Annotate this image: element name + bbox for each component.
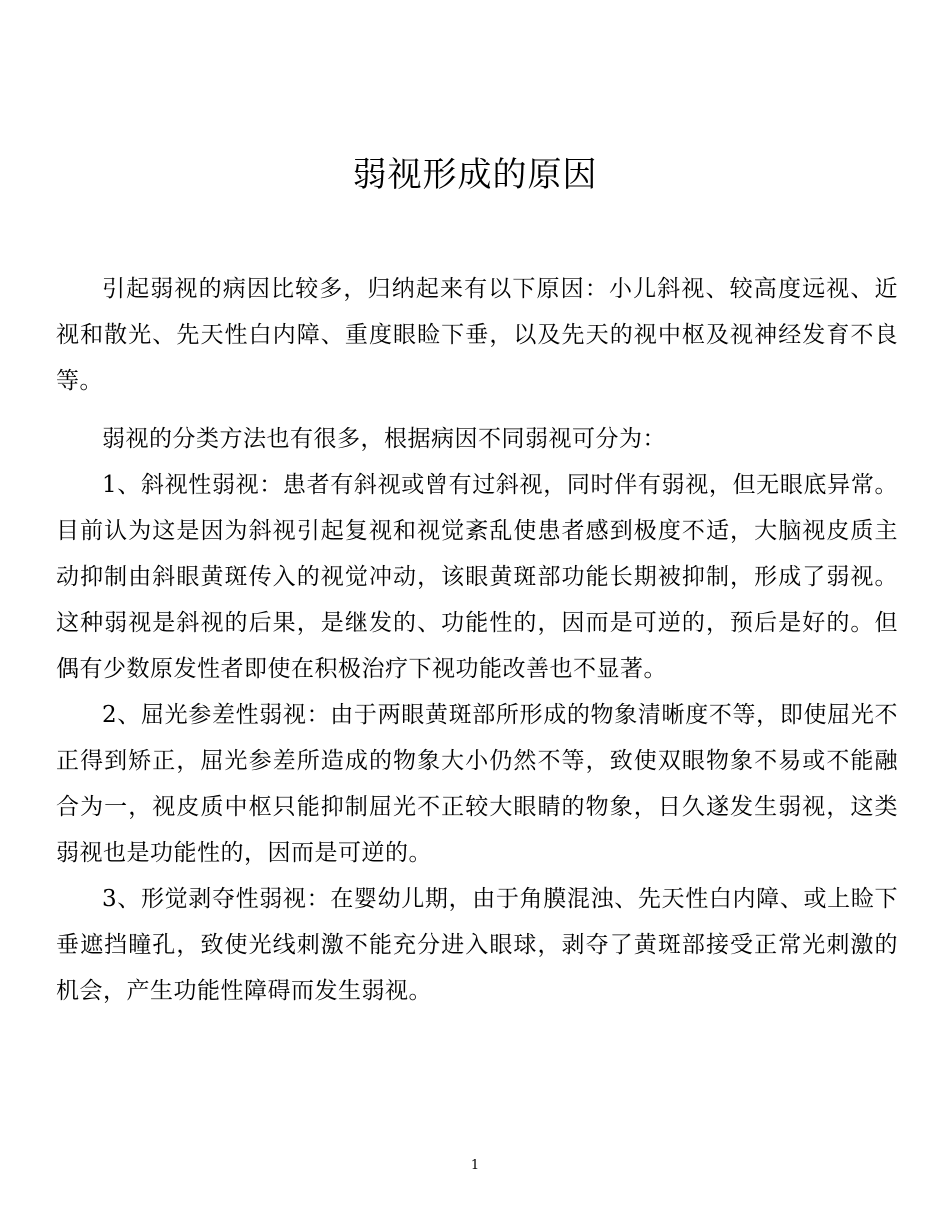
document-title: 弱视形成的原因 [352,155,598,195]
paragraph-deprivation-amblyopia: 3、形觉剥夺性弱视：在婴幼儿期，由于角膜混浊、先天性白内障、或上睑下垂遮挡瞳孔，致使光线刺激不能充分进入眼球，剥夺了黄斑部接受正常光刺激的机会，产生功能性障碍而发生弱视。 [56,886,898,1004]
document-body [56,266,898,1014]
paragraph-classification-intro: 弱视的分类方法也有很多，根据病因不同弱视可分为： [102,426,666,452]
page-number: 1 [470,1158,480,1173]
paragraph-anisometropic-amblyopia: 2、屈光参差性弱视：由于两眼黄斑部所形成的物象清晰度不等，即使屈光不正得到矫正，屈光参差所造成的物象大小仍然不等，致使双眼物象不易或不能融合为一，视皮质中枢只能抑制屈光不正较大眼睛的物象，日久遂发生弱视，这类弱视也是功能性的，因而是可逆的。 [56,702,898,866]
paragraph-causes: 引起弱视的病因比较多，归纳起来有以下原因：小儿斜视、较高度远视、近视和散光、先天性白内障、重度眼睑下垂，以及先天的视中枢及视神经发育不良等。 [56,276,898,394]
paragraph-strabismic-amblyopia: 1、斜视性弱视：患者有斜视或曾有过斜视，同时伴有弱视，但无眼底异常。目前认为这是因为斜视引起复视和视觉紊乱使患者感到极度不适，大脑视皮质主动抑制由斜眼黄斑传入的视觉冲动，该眼黄斑部功能长期被抑制，形成了弱视。这种弱视是斜视的后果，是继发的、功能性的，因而是可逆的，预后是好的。但偶有少数原发性者即使在积极治疗下视功能改善也不显著。 [56,472,898,682]
